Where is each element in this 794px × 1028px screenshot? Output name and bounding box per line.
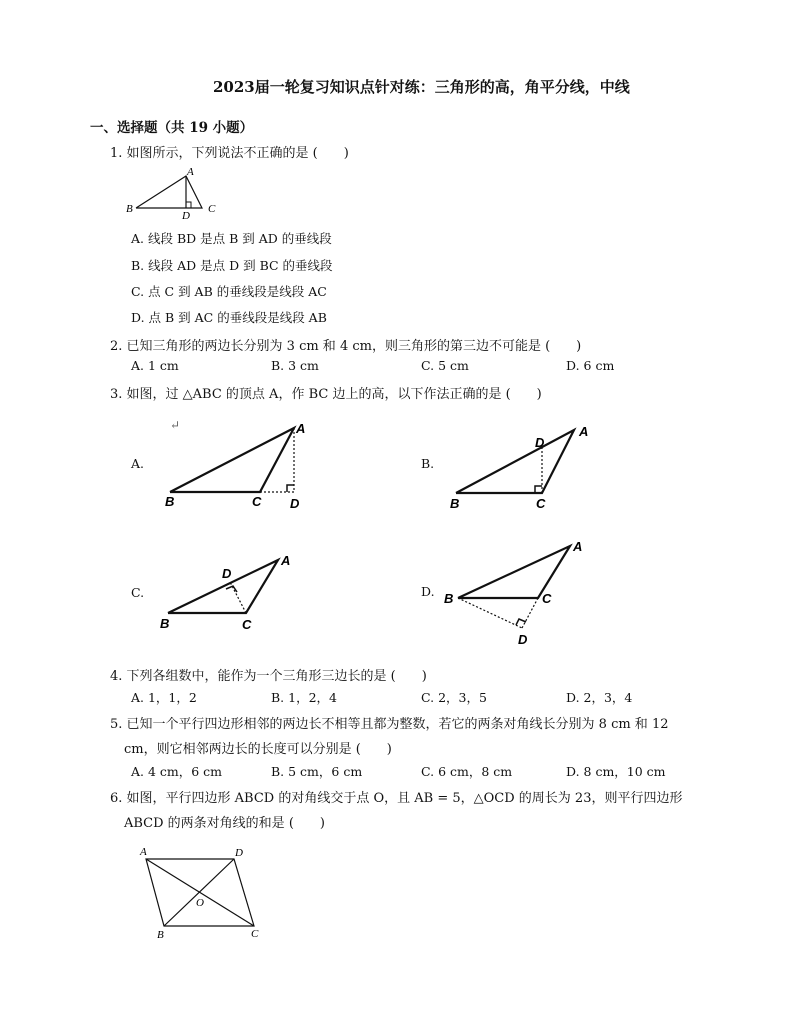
- question-5-stem-line-1: 5. 已知一个平行四边形相邻的两边长不相等且都为整数，若它的两条对角线长分别为 8 cm 和 12: [110, 717, 669, 732]
- q6-label-d: D: [235, 847, 243, 859]
- q4-option-d: D. 2，3，4: [566, 690, 633, 705]
- q1-option-d: D. 点 B 到 AC 的垂线段是线段 AB: [131, 310, 327, 325]
- q3c-label-a: A: [281, 553, 291, 568]
- q3a-label-a: A: [296, 421, 306, 436]
- question-4-stem: 4. 下列各组数中，能作为一个三角形三边长的是 ( ): [110, 669, 427, 684]
- q1-triangle-figure: [124, 166, 224, 222]
- q4-option-c: C. 2，3，5: [421, 690, 487, 705]
- q1-option-c: C. 点 C 到 AB 的垂线段是线段 AC: [131, 284, 327, 299]
- question-2-stem: 2. 已知三角形的两边长分别为 3 cm 和 4 cm，则三角形的第三边不可能是 ( ): [110, 339, 582, 354]
- q1-option-b: B. 线段 AD 是点 D 到 BC 的垂线段: [131, 258, 333, 273]
- q5-option-c: C. 6 cm，8 cm: [421, 764, 513, 779]
- q5-option-a: A. 4 cm，6 cm: [131, 764, 223, 779]
- q6-label-c: C: [251, 928, 259, 940]
- q3-figure-b: [446, 418, 606, 513]
- q6-parallelogram-figure: [134, 842, 274, 944]
- question-6-stem-line-2: ABCD 的两条对角线的和是 ( ): [124, 816, 325, 831]
- return-mark: ↵: [170, 418, 181, 432]
- q3c-label-b: B: [160, 616, 170, 631]
- q3a-label-d: D: [290, 496, 300, 511]
- q6-label-o: O: [196, 897, 204, 909]
- q1-label-a: A: [187, 166, 194, 178]
- q2-option-d: D. 6 cm: [566, 358, 615, 373]
- question-5-stem-line-2: cm，则它相邻两边长的长度可以分别是 ( ): [124, 742, 392, 757]
- question-1-stem: 1. 如图所示，下列说法不正确的是 ( ): [110, 146, 349, 161]
- q1-label-d: D: [182, 210, 190, 222]
- q5-option-b: B. 5 cm，6 cm: [271, 764, 363, 779]
- q3-figure-c: [156, 548, 306, 638]
- q3c-label-d: D: [222, 566, 232, 581]
- q1-label-b: B: [126, 203, 133, 215]
- q6-label-a: A: [140, 846, 147, 858]
- q3d-label-a: A: [573, 539, 583, 554]
- q3b-label-c: C: [536, 496, 546, 511]
- q4-option-a: A. 1，1，2: [131, 690, 197, 705]
- q3b-label-a: A: [579, 424, 589, 439]
- question-6-stem-line-1: 6. 如图，平行四边形 ABCD 的对角线交于点 O，且 AB = 5，△OCD 的周长为 23，则平行四边形: [110, 791, 683, 806]
- q3d-label-b: B: [444, 591, 454, 606]
- q3b-label-b: B: [450, 496, 460, 511]
- q1-option-a: A. 线段 BD 是点 B 到 AD 的垂线段: [131, 231, 332, 246]
- q3-figure-d: [440, 536, 600, 651]
- q3a-label-b: B: [165, 494, 175, 509]
- question-3-stem: 3. 如图，过 △ABC 的顶点 A，作 BC 边上的高，以下作法正确的是 ( ): [110, 387, 542, 402]
- q2-option-b: B. 3 cm: [271, 358, 319, 373]
- q3-option-c-label: C.: [131, 585, 145, 600]
- q3d-label-c: C: [542, 591, 552, 606]
- q3-option-a-label: A.: [131, 456, 145, 471]
- q6-label-b: B: [157, 929, 164, 941]
- q3b-label-d: D: [535, 435, 545, 450]
- section-heading: 一、选择题（共 19 小题）: [90, 120, 254, 136]
- q3a-label-c: C: [252, 494, 262, 509]
- q2-option-c: C. 5 cm: [421, 358, 469, 373]
- q2-option-a: A. 1 cm: [131, 358, 179, 373]
- q3c-label-c: C: [242, 617, 252, 632]
- q3-option-b-label: B.: [421, 456, 435, 471]
- q1-label-c: C: [208, 203, 216, 215]
- q3d-label-d: D: [518, 632, 528, 647]
- q3-option-d-label: D.: [421, 584, 435, 599]
- page-title: 2023届一轮复习知识点针对练：三角形的高，角平分线，中线: [213, 78, 630, 96]
- q3-figure-a: [160, 418, 320, 513]
- q4-option-b: B. 1，2，4: [271, 690, 337, 705]
- q5-option-d: D. 8 cm，10 cm: [566, 764, 666, 779]
